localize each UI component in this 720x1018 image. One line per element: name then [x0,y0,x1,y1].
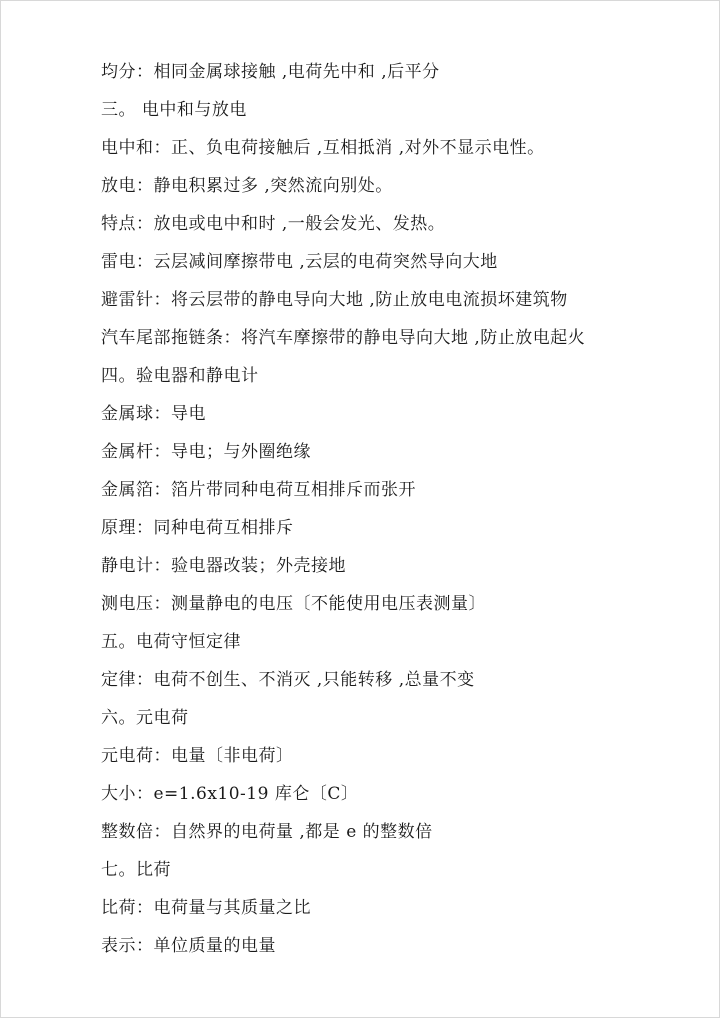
text-line: 放电：静电积累过多 ,突然流向别处。 [101,176,393,196]
text-line: 原理：同种电荷互相排斥 [101,518,294,538]
text-line: 表示：单位质量的电量 [101,936,276,956]
text-line: 金属球：导电 [101,404,206,424]
text-line: 静电计：验电器改装；外壳接地 [101,556,346,576]
section-heading: 四。验电器和静电计 [101,366,259,386]
text-line: 雷电：云层减间摩擦带电 ,云层的电荷突然导向大地 [101,252,498,272]
text-line: 汽车尾部拖链条：将汽车摩擦带的静电导向大地 ,防止放电起火 [101,328,586,348]
text-line: 整数倍：自然界的电荷量 ,都是 e 的整数倍 [101,822,433,842]
text-line: 定律：电荷不创生、不消灭 ,只能转移 ,总量不变 [101,670,475,690]
section-heading: 三。 电中和与放电 [101,100,247,120]
section-heading: 六。元电荷 [101,708,189,728]
text-line: 大小：e=1.6x10-19 库仑〔C〕 [101,784,359,804]
text-line: 比荷：电荷量与其质量之比 [101,898,311,918]
text-line: 金属杆：导电；与外圈绝缘 [101,442,311,462]
text-line: 金属箔：箔片带同种电荷互相排斥而张开 [101,480,416,500]
text-line: 电中和：正、负电荷接触后 ,互相抵消 ,对外不显示电性。 [101,138,545,158]
text-body [101,57,701,969]
section-heading: 五。电荷守恒定律 [101,632,241,652]
section-heading: 七。比荷 [101,860,171,880]
text-line: 元电荷：电量〔非电荷〕 [101,746,294,766]
text-line: 均分：相同金属球接触 ,电荷先中和 ,后平分 [101,62,440,82]
text-line: 避雷针：将云层带的静电导向大地 ,防止放电电流损坏建筑物 [101,290,568,310]
text-line: 特点：放电或电中和时 ,一般会发光、发热。 [101,214,446,234]
text-line: 测电压：测量静电的电压〔不能使用电压表测量〕 [101,594,486,614]
